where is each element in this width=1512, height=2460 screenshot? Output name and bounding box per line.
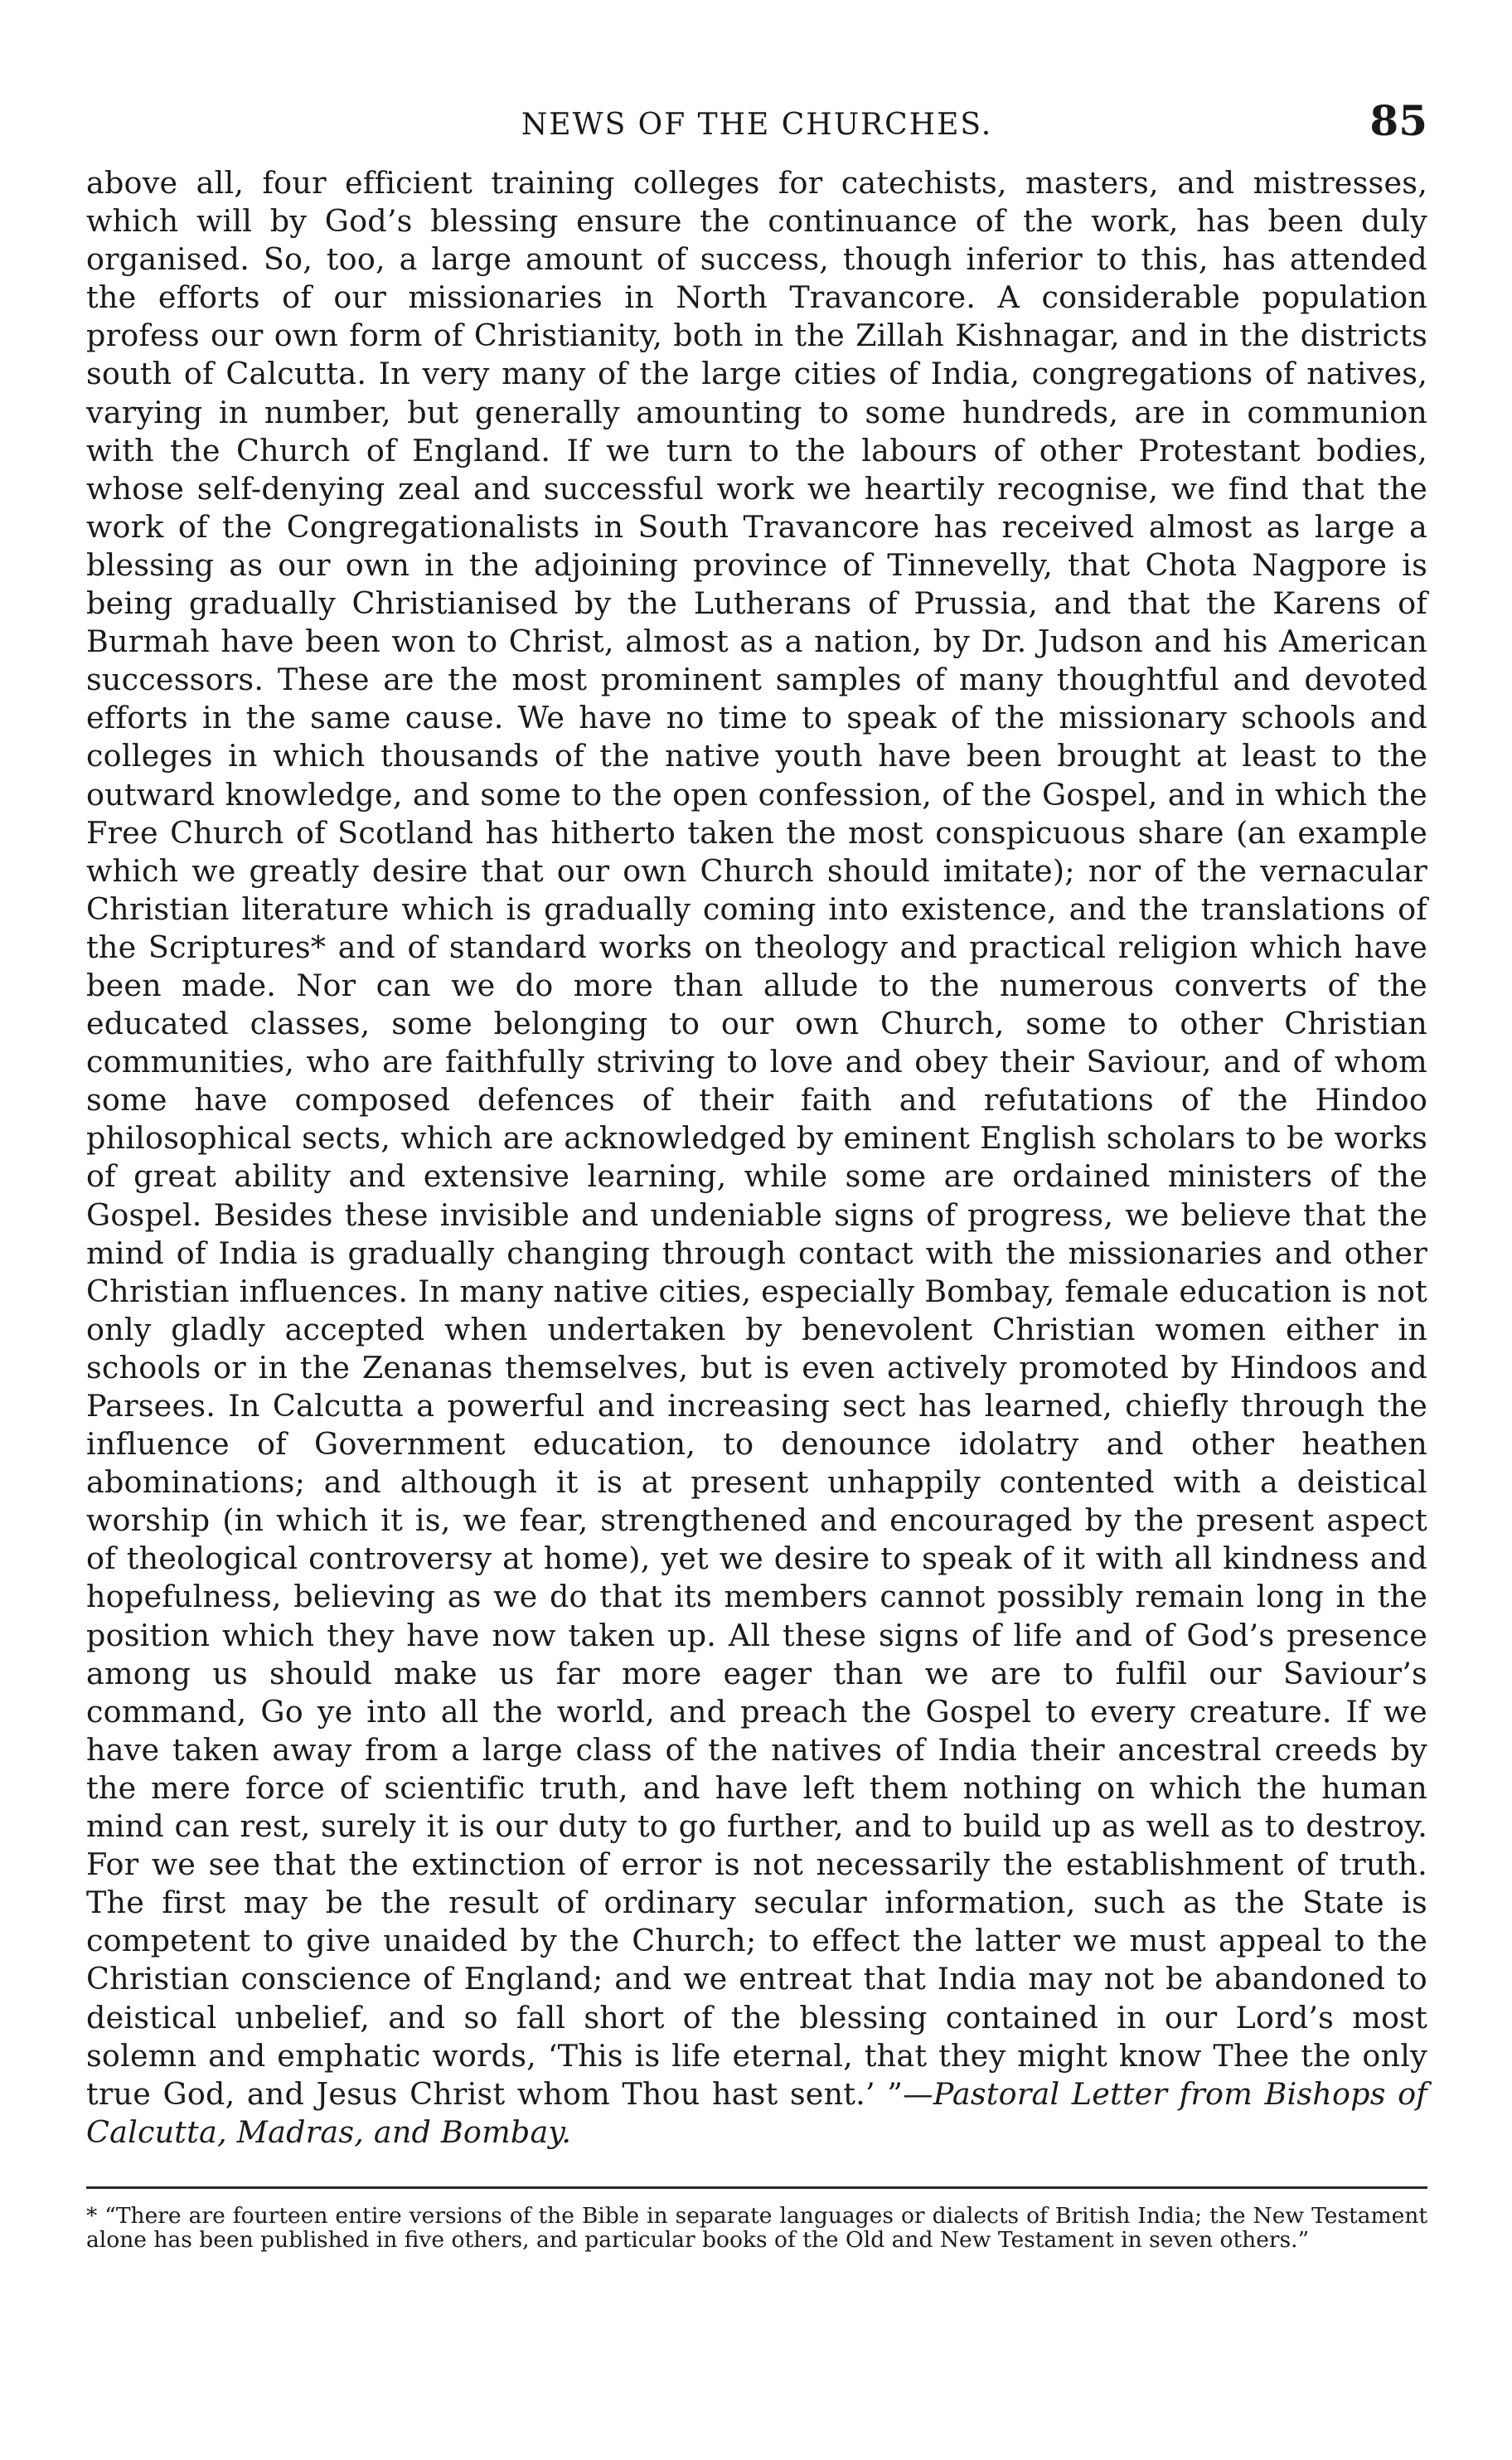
page-number: 85: [1369, 96, 1427, 145]
footnote-divider: [86, 2186, 1427, 2189]
footnote: * “There are fourteen entire versions of the Bible in separate languages or dialects of British India; the New Testament alone has been published in five others, and particular books of the Old and New Testament in seven others.”: [86, 2202, 1427, 2253]
book-page: [86, 93, 1427, 2252]
body-paragraph: [86, 164, 1427, 2152]
citation: —Pastoral Letter from Bishops of Calcutta, Madras, and Bombay.: [86, 2075, 1427, 2150]
running-title: NEWS OF THE CHURCHES.: [521, 108, 993, 142]
body-text: above all, four efficient training colleges for catechists, masters, and mistresses, which will by God’s blessing ensure the continuance of the work, has been duly organised. So, too, a large amount of success, though inferior to this, has attended the efforts of our missionaries in North Travancore. A considerable population profess our own form of Christianity, both in the Zillah Kishnagar, and in the districts south of Calcutta. In very many of the large cities of India, congregations of natives, varying in number, but generally amounting to some hundreds, are in communion with the Church of England. If we turn to the labours of other Protestant bodies, whose self-denying zeal and successful work we heartily recognise, we find that the work of the Congregationalists in South Travancore has received almost as large a blessing as our own in the adjoining province of Tinnevelly, that Chota Nagpore is being gradually Christianised by the Lutherans of Prussia, and that the Karens of Burmah have been won to Christ, almost as a nation, by Dr. Judson and his American successors. These are the most prominent samples of many thoughtful and devoted efforts in the same cause. We have no time to speak of the missionary schools and colleges in which thousands of the native youth have been brought at least to the outward knowledge, and some to the open confession, of the Gospel, and in which the Free Church of Scotland has hitherto taken the most conspicuous share (an example which we greatly desire that our own Church should imitate); nor of the vernacular Christian literature which is gradually coming into existence, and the translations of the Scriptures* and of standard works on theology and practical religion which have been made. Nor can we do more than allude to the numerous converts of the educated classes, some belonging to our own Church, some to other Christian communities, who are faithfully striving to love and obey their Saviour, and of whom some have composed defences of their faith and refutations of the Hindoo philosophical sects, which are acknowledged by eminent English scholars to be works of great ability and extensive learning, while some are ordained ministers of the Gospel. Besides these invisible and undeniable signs of progress, we believe that the mind of India is gradually changing through contact with the missionaries and other Christian influences. In many native cities, especially Bombay, female education is not only gladly accepted when undertaken by benevolent Christian women either in schools or in the Zenanas themselves, but is even actively promoted by Hindoos and Parsees. In Calcutta a powerful and increasing sect has learned, chiefly through the influence of Government education, to denounce idolatry and other heathen abominations; and although it is at present unhappily contented with a deistical worship (in which it is, we fear, strengthened and encouraged by the present aspect of theological controversy at home), yet we desire to speak of it with all kindness and hopefulness, believing as we do that its members cannot possibly remain long in the position which they have now taken up. All these signs of life and of God’s presence among us should make us far more eager than we are to fulfil our Saviour’s command, Go ye into all the world, and preach the Gospel to every creature. If we have taken away from a large class of the natives of India their ancestral creeds by the mere force of scientific truth, and have left them nothing on which the human mind can rest, surely it is our duty to go further, and to build up as well as to destroy. For we see that the extinction of error is not necessarily the establishment of truth. The first may be the result of ordinary secular information, such as the State is competent to give unaided by the Church; to effect the latter we must appeal to the Christian conscience of England; and we entreat that India may not be abandoned to deistical unbelief, and so fall short of the blessing contained in our Lord’s most solemn and emphatic words, ‘This is life eternal, that they might know Thee the only true God, and Jesus Christ whom Thou hast sent.’ ”: [86, 165, 1427, 2112]
running-head: [86, 93, 1427, 159]
